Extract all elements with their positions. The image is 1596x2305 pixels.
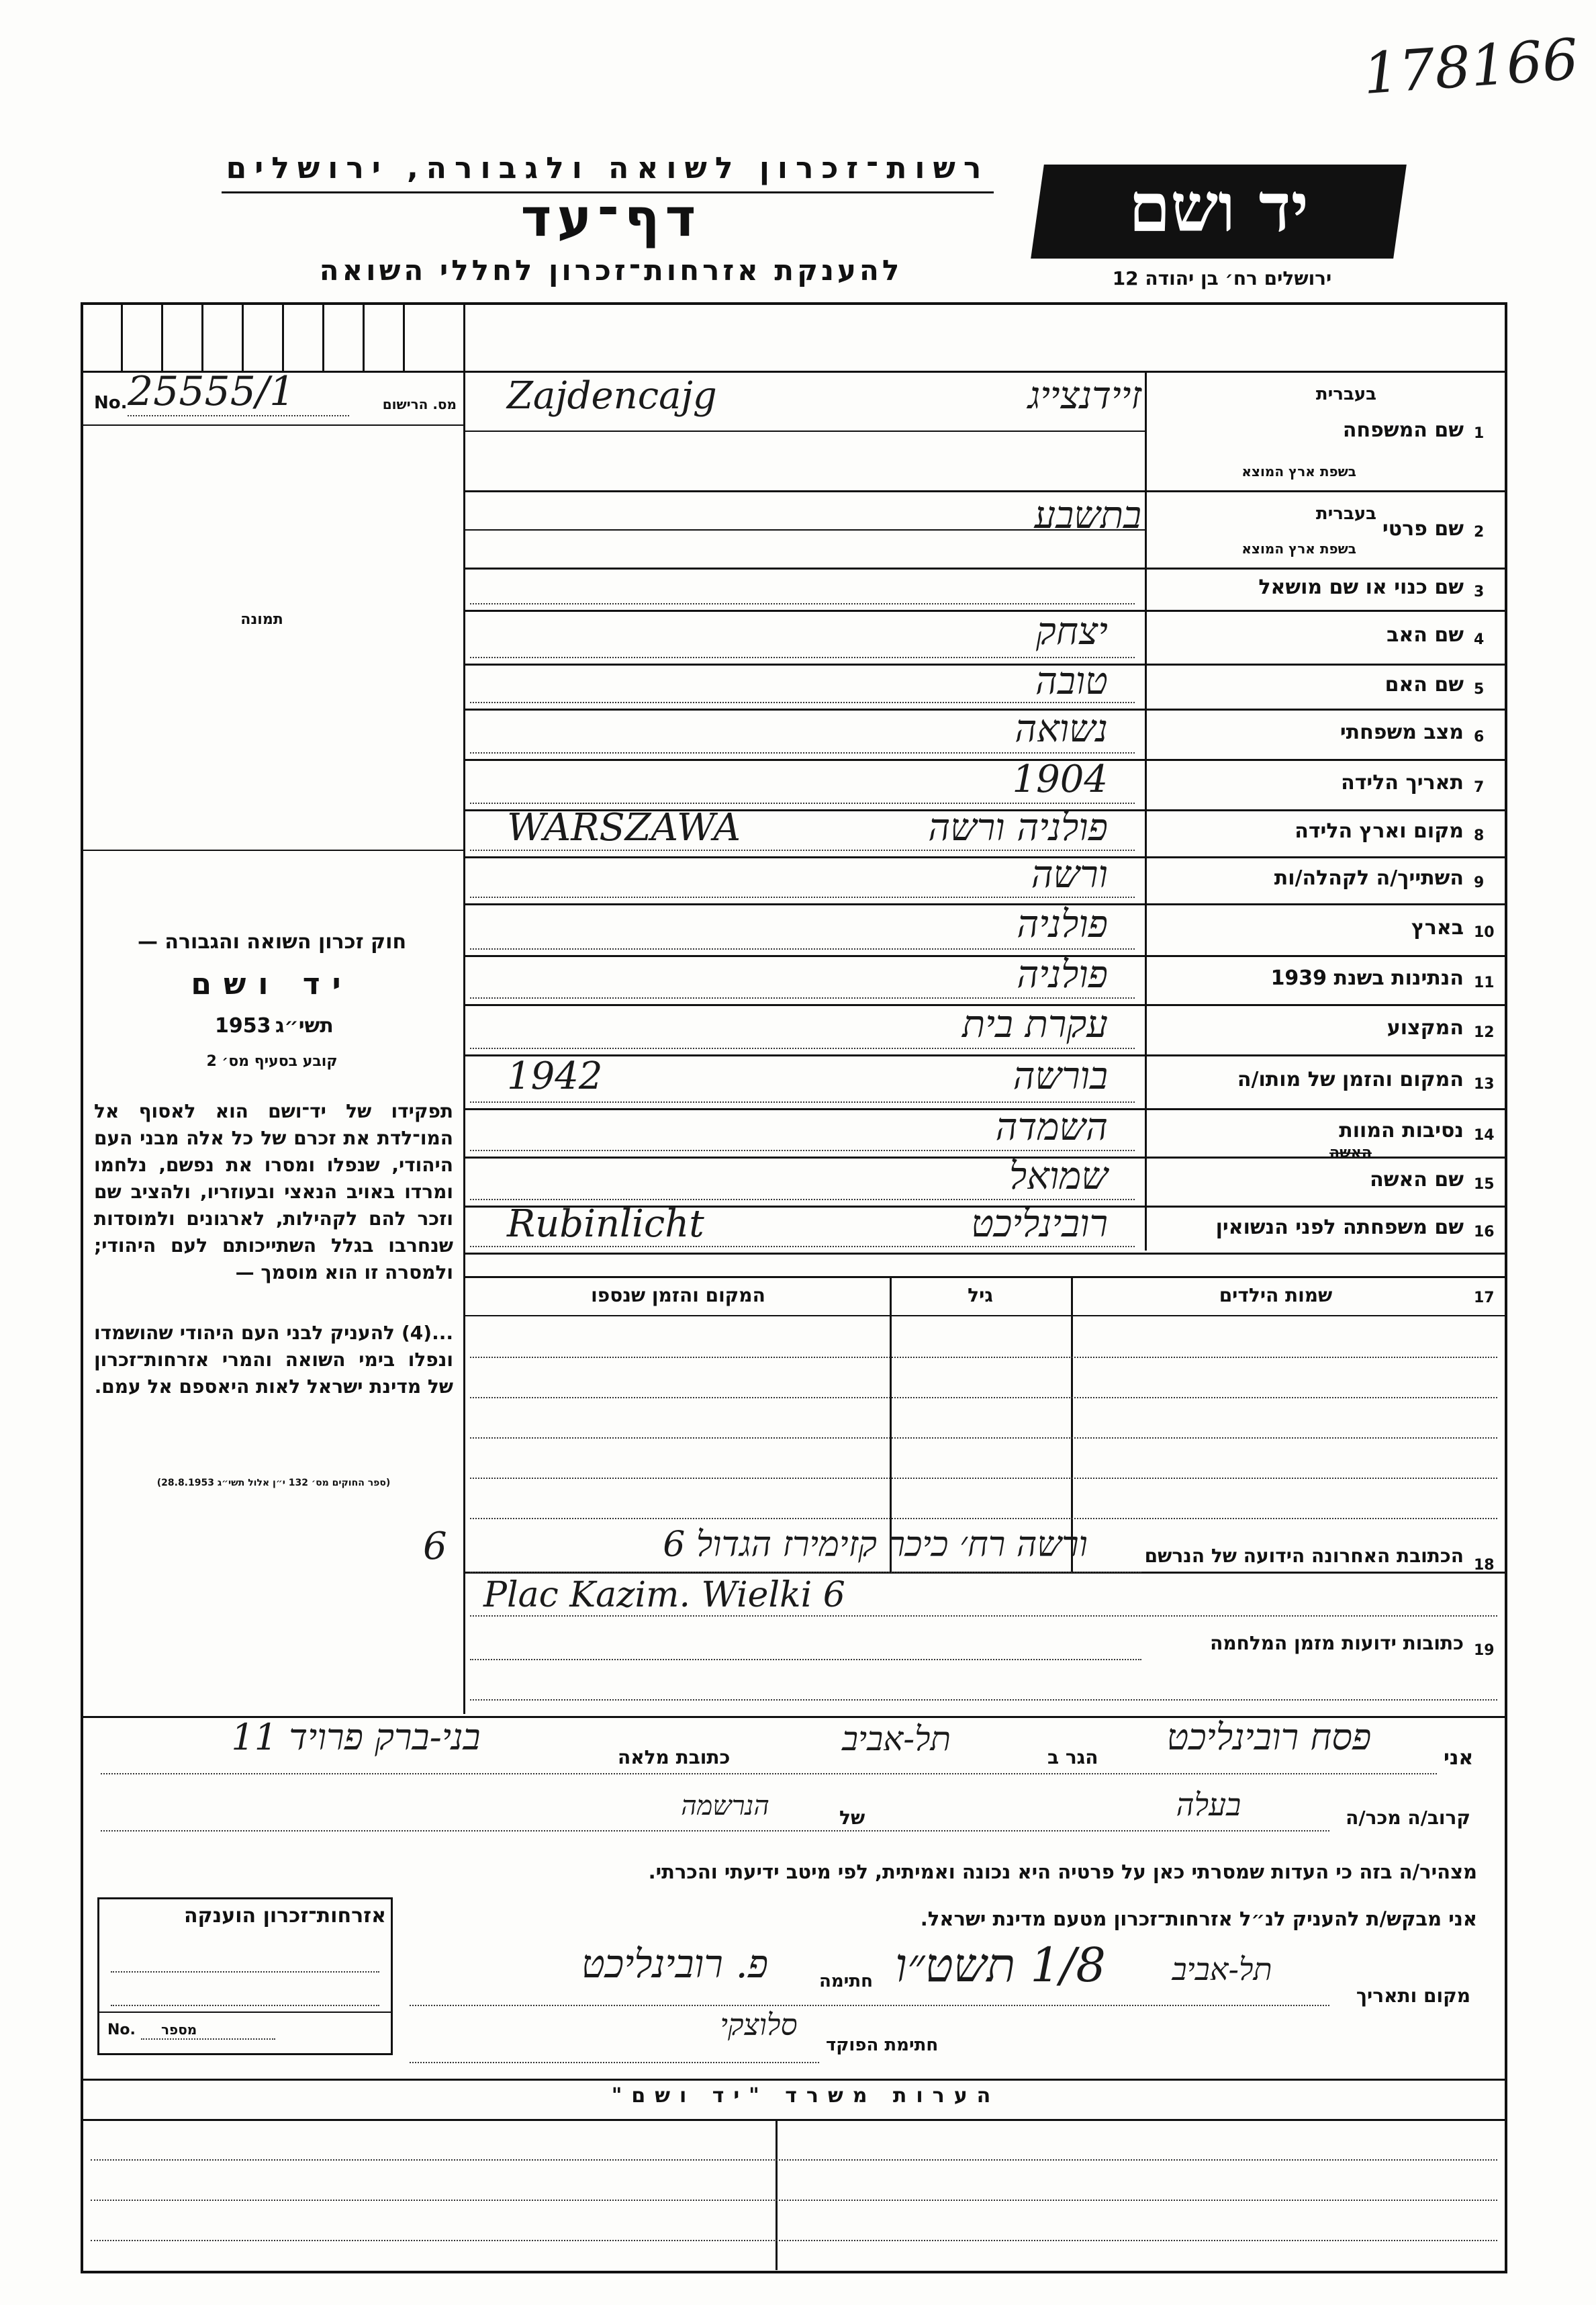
full-address-value: בני-ברק פרויד 11 bbox=[231, 1716, 481, 1758]
registration-number: 25555/1 bbox=[128, 368, 295, 415]
row-15-struck-word: האשה bbox=[1329, 1144, 1372, 1161]
signature-line bbox=[410, 2005, 1329, 2006]
row-8-label: מקום וארץ הלידה bbox=[1295, 819, 1464, 843]
law-paragraph-2: ...(4) להעניק לבני העם היהודי שהושמדו ונפלו בימי השואה והמרי אזרחות־זכרון של מדינת ישראל לאות היאספם אל עמם. bbox=[94, 1322, 453, 1398]
photo-column-divider bbox=[463, 304, 465, 1714]
row-3-label: שם כנוי או שם מושאל bbox=[1258, 575, 1464, 599]
of-value: הנרשמה bbox=[681, 1791, 769, 1821]
field-row-line bbox=[465, 1253, 1505, 1255]
citizenship-no-label: No. bbox=[107, 2022, 136, 2038]
row-19-label: כתובות ידועות מזמן המלחמה bbox=[1210, 1632, 1464, 1654]
children-table-header-line bbox=[465, 1315, 1505, 1316]
row-10-label: בארץ bbox=[1411, 915, 1464, 940]
officer-line bbox=[410, 2062, 819, 2063]
row-8-value-2: WARSZAWA bbox=[507, 806, 741, 850]
row-10-number: 10 bbox=[1474, 923, 1495, 941]
row-15-value: שמואל bbox=[1009, 1154, 1108, 1198]
field-dotline bbox=[470, 1101, 1135, 1103]
declaration-statement: מצהיר/ה בזה כי העדות שמסרתי כאן על פרטיה היא נכונה ואמיתית, לפי מיטב ידיעתי והכרתי. bbox=[648, 1860, 1477, 1883]
relative-label: קרוב/ה מכר/ה bbox=[1346, 1807, 1470, 1829]
citizenship-box-divider bbox=[99, 2012, 391, 2013]
row-9-number: 9 bbox=[1474, 874, 1485, 891]
row-12-number: 12 bbox=[1474, 1024, 1495, 1041]
registration-no-label: No. bbox=[94, 393, 128, 413]
children-row bbox=[470, 1518, 1497, 1519]
row-17-number: 17 bbox=[1474, 1290, 1495, 1306]
declarant-signature: פ. רובינליכט bbox=[581, 1941, 769, 1987]
law-citation: (ספר החוקים מס׳ 132 י״ן אלול תשי״ג 28.8.1953) bbox=[156, 1478, 391, 1488]
office-notes-divider bbox=[776, 2119, 778, 2270]
logo-text: יד ושם bbox=[1129, 168, 1309, 247]
field-dotline bbox=[470, 1150, 1135, 1151]
photo-area-bottom bbox=[82, 850, 463, 851]
row-13-number: 13 bbox=[1474, 1076, 1495, 1093]
office-notes-title: הערות משרד "יד ושם" bbox=[611, 2084, 1000, 2108]
citizenship-box-title: אזרחות־זכרון הוענקה bbox=[183, 1904, 386, 1928]
row-7-label: תאריך הלידה bbox=[1341, 770, 1464, 795]
field-dotline bbox=[470, 657, 1135, 658]
field-dotline bbox=[470, 948, 1135, 950]
row-16-value: רובינליכט bbox=[971, 1202, 1108, 1246]
row-2-label: שם פרטי bbox=[1382, 516, 1464, 541]
logo-address: ירושלים רח׳ בן יהודה 12 bbox=[1112, 267, 1332, 289]
row-18-value-latin: Plac Kazim. Wielki 6 bbox=[483, 1575, 845, 1615]
citizenship-box-line bbox=[111, 1971, 379, 1973]
row-7-value: 1904 bbox=[1012, 757, 1108, 801]
row-5-label: שם האם bbox=[1384, 672, 1464, 696]
row-2-origin-sublabel: בשפת ארץ המוצא bbox=[1241, 541, 1356, 557]
registration-label: מס. הרישום bbox=[382, 396, 457, 412]
row-15-label: שם האשה bbox=[1370, 1167, 1464, 1191]
row-5-value: טובה bbox=[1035, 659, 1108, 703]
children-header-names: שמות הילדים bbox=[1219, 1284, 1333, 1306]
row-7-number: 7 bbox=[1474, 778, 1485, 796]
declarant-name: פסח רובינליכט bbox=[1166, 1716, 1372, 1758]
row-18-mark: 6 bbox=[423, 1525, 447, 1568]
law-year-latin: 1953 bbox=[215, 1014, 271, 1038]
row-1-hebrew-sublabel: בעברית bbox=[1315, 384, 1376, 404]
field-dotline bbox=[470, 997, 1135, 999]
citizenship-box-line bbox=[111, 2005, 379, 2006]
strip-box bbox=[282, 304, 284, 371]
row-16-label: שם משפחתה לפני הנשואין bbox=[1215, 1216, 1464, 1239]
row-10-value: פולניה bbox=[1017, 902, 1108, 946]
row-13-value-2: 1942 bbox=[507, 1054, 603, 1098]
children-row bbox=[470, 1397, 1497, 1398]
law-paragraph-1: תפקידו של יד־ושם הוא לאסוף אל המו־לדת את זכרם של כל אלה מבני העם היהודי, שנפלו ומסרו את נפשם, נלחמו ומרדו באויב הנאצי ובעוזריו, ולהציב שם וזכר להם לקהילות, לארגונים ולמוסדות שנחרבו בגלל השתייכותם לעם היהודי; ולמסרה זו הוא מוסמך — bbox=[94, 1100, 453, 1283]
row-2-value: בתשבע bbox=[1034, 494, 1141, 537]
row-8-value: פולניה ורשה bbox=[928, 806, 1108, 850]
of-label: של bbox=[839, 1807, 865, 1829]
office-notes-top bbox=[82, 2079, 1505, 2081]
field-dotline bbox=[470, 1246, 1135, 1247]
row-8-number: 8 bbox=[1474, 827, 1485, 844]
row-6-number: 6 bbox=[1474, 728, 1485, 745]
row-19-dotline bbox=[470, 1659, 1141, 1660]
row-12-value: עקרת בית bbox=[962, 1002, 1108, 1046]
row-3-number: 3 bbox=[1474, 583, 1485, 600]
relative-line bbox=[101, 1830, 1329, 1832]
office-notes-header-line bbox=[82, 2119, 1505, 2121]
row-1-number: 1 bbox=[1474, 425, 1485, 442]
row-18-number: 18 bbox=[1474, 1557, 1495, 1574]
strip-box bbox=[121, 304, 123, 371]
row-16-number: 16 bbox=[1474, 1224, 1495, 1240]
field-row-line bbox=[465, 490, 1505, 492]
row-4-number: 4 bbox=[1474, 631, 1485, 648]
field-dotline bbox=[470, 897, 1135, 898]
field-sub-line bbox=[465, 431, 1145, 432]
law-name: יד ושם bbox=[191, 967, 353, 1001]
strip-box bbox=[161, 304, 163, 371]
row-18-dotline-2 bbox=[470, 1615, 1497, 1617]
row-6-label: מצב משפחתי bbox=[1340, 720, 1464, 744]
field-dotline bbox=[470, 603, 1135, 604]
registration-underline bbox=[82, 424, 463, 426]
strip-box bbox=[403, 304, 405, 371]
field-dotline bbox=[470, 1199, 1135, 1200]
photo-label: תמונה bbox=[240, 611, 283, 628]
field-dotline bbox=[470, 752, 1135, 754]
resides-city: תל-אביב bbox=[841, 1719, 951, 1758]
children-header-place: המקום והזמן שנספו bbox=[591, 1284, 765, 1306]
field-row-line bbox=[465, 568, 1505, 570]
field-dotline bbox=[470, 702, 1135, 703]
field-dotline bbox=[470, 850, 1135, 851]
row-12-label: המקצוע bbox=[1387, 1015, 1464, 1040]
citizenship-number-label: מספר bbox=[161, 2022, 197, 2038]
signature-label: חתימה bbox=[819, 1971, 873, 1991]
strip-box bbox=[322, 304, 324, 371]
row-4-label: שם האב bbox=[1387, 623, 1464, 647]
row-16-value-2: Rubinlicht bbox=[507, 1202, 704, 1246]
top-strip-line bbox=[82, 371, 1505, 373]
children-row bbox=[470, 1437, 1497, 1439]
office-notes-line bbox=[91, 2200, 1497, 2201]
row-5-number: 5 bbox=[1474, 680, 1485, 698]
row-4-value: יצחק bbox=[1035, 610, 1108, 653]
authority-heading: רשות־זכרון לשואה ולגבורה, ירושלים bbox=[226, 151, 990, 185]
row-15-number: 15 bbox=[1474, 1175, 1495, 1193]
row-9-value: ורשה bbox=[1031, 853, 1108, 897]
full-address-label: כתובת מלאה bbox=[618, 1746, 731, 1768]
page-subtitle: להענקת אזרחות־זכרון לחללי השואה bbox=[319, 254, 903, 287]
row-19-dotline-2 bbox=[470, 1699, 1497, 1701]
strip-box bbox=[242, 304, 244, 371]
archive-number: 178166 bbox=[1360, 26, 1581, 107]
page-title: דף־עד bbox=[520, 188, 702, 248]
declaration-request: אני מבקש/ת להעניק לנ״ל אזרחות־זכרון מטעם מדינת ישראל. bbox=[920, 1907, 1477, 1930]
row-2-number: 2 bbox=[1474, 523, 1485, 541]
row-1-label: שם המשפחה bbox=[1342, 418, 1464, 442]
row-18-dotline bbox=[470, 1572, 1141, 1573]
children-row bbox=[470, 1357, 1497, 1358]
office-notes-line bbox=[91, 2159, 1497, 2161]
row-1-value: זיידנצייג bbox=[1027, 374, 1141, 418]
row-1-origin-sublabel: בשפת ארץ המוצא bbox=[1241, 463, 1356, 480]
declaration-ani: אני bbox=[1444, 1746, 1474, 1770]
office-notes-line bbox=[91, 2240, 1497, 2241]
row-11-label: הנתינות בשנת 1939 bbox=[1270, 966, 1464, 990]
row-14-value: השמדה bbox=[995, 1105, 1108, 1149]
place-date-label: מקום ותאריך bbox=[1356, 1985, 1470, 2007]
row-18-value-hebrew: ורשה רח׳ כיכר קזימירז הגדול 6 bbox=[663, 1525, 1088, 1565]
officer-signature: סלוצקי bbox=[720, 2008, 798, 2042]
row-6-value: נשואה bbox=[1015, 707, 1108, 751]
row-9-label: השתייך/ה לקהלה/ות bbox=[1274, 866, 1464, 890]
relative-value: בעלה bbox=[1176, 1787, 1241, 1823]
row-18-label: הכתובת האחרונה הידועה של הנרשם bbox=[1144, 1545, 1464, 1567]
row-1-value-latin: Zajdencajg bbox=[507, 374, 717, 418]
field-dotline bbox=[470, 803, 1135, 804]
law-heading: חוק זכרון השואה והגבורה — bbox=[137, 930, 407, 954]
date-value: 1/8 תשט״ו bbox=[895, 1938, 1106, 1993]
row-11-number: 11 bbox=[1474, 974, 1495, 991]
row-14-label: נסיבות המוות bbox=[1339, 1119, 1464, 1142]
row-14-number: 14 bbox=[1474, 1127, 1495, 1144]
row-13-label: המקום והזמן של מותו/ה bbox=[1237, 1068, 1464, 1091]
row-2-hebrew-sublabel: בעברית bbox=[1315, 504, 1376, 524]
law-year-hebrew: תשי״ג bbox=[275, 1014, 334, 1038]
children-table-top bbox=[465, 1276, 1505, 1278]
row-13-value: בורשה bbox=[1013, 1054, 1108, 1098]
field-dotline bbox=[470, 1048, 1135, 1049]
declarant-line bbox=[101, 1773, 1437, 1774]
children-row bbox=[470, 1478, 1497, 1479]
place-value: תל-אביב bbox=[1172, 1951, 1272, 1987]
row-11-value: פולניה bbox=[1017, 952, 1108, 997]
registration-dotline bbox=[128, 415, 349, 416]
officer-signature-label: חתימת הפוקד bbox=[826, 2035, 939, 2055]
strip-box bbox=[363, 304, 365, 371]
children-header-age: גיל bbox=[968, 1284, 993, 1306]
row-19-number: 19 bbox=[1474, 1642, 1495, 1659]
citizenship-no-line bbox=[141, 2038, 275, 2040]
resides-label: הגר ב bbox=[1047, 1746, 1098, 1768]
law-clause: קובע בסעיף מס׳ 2 bbox=[206, 1053, 338, 1070]
strip-box bbox=[201, 304, 203, 371]
